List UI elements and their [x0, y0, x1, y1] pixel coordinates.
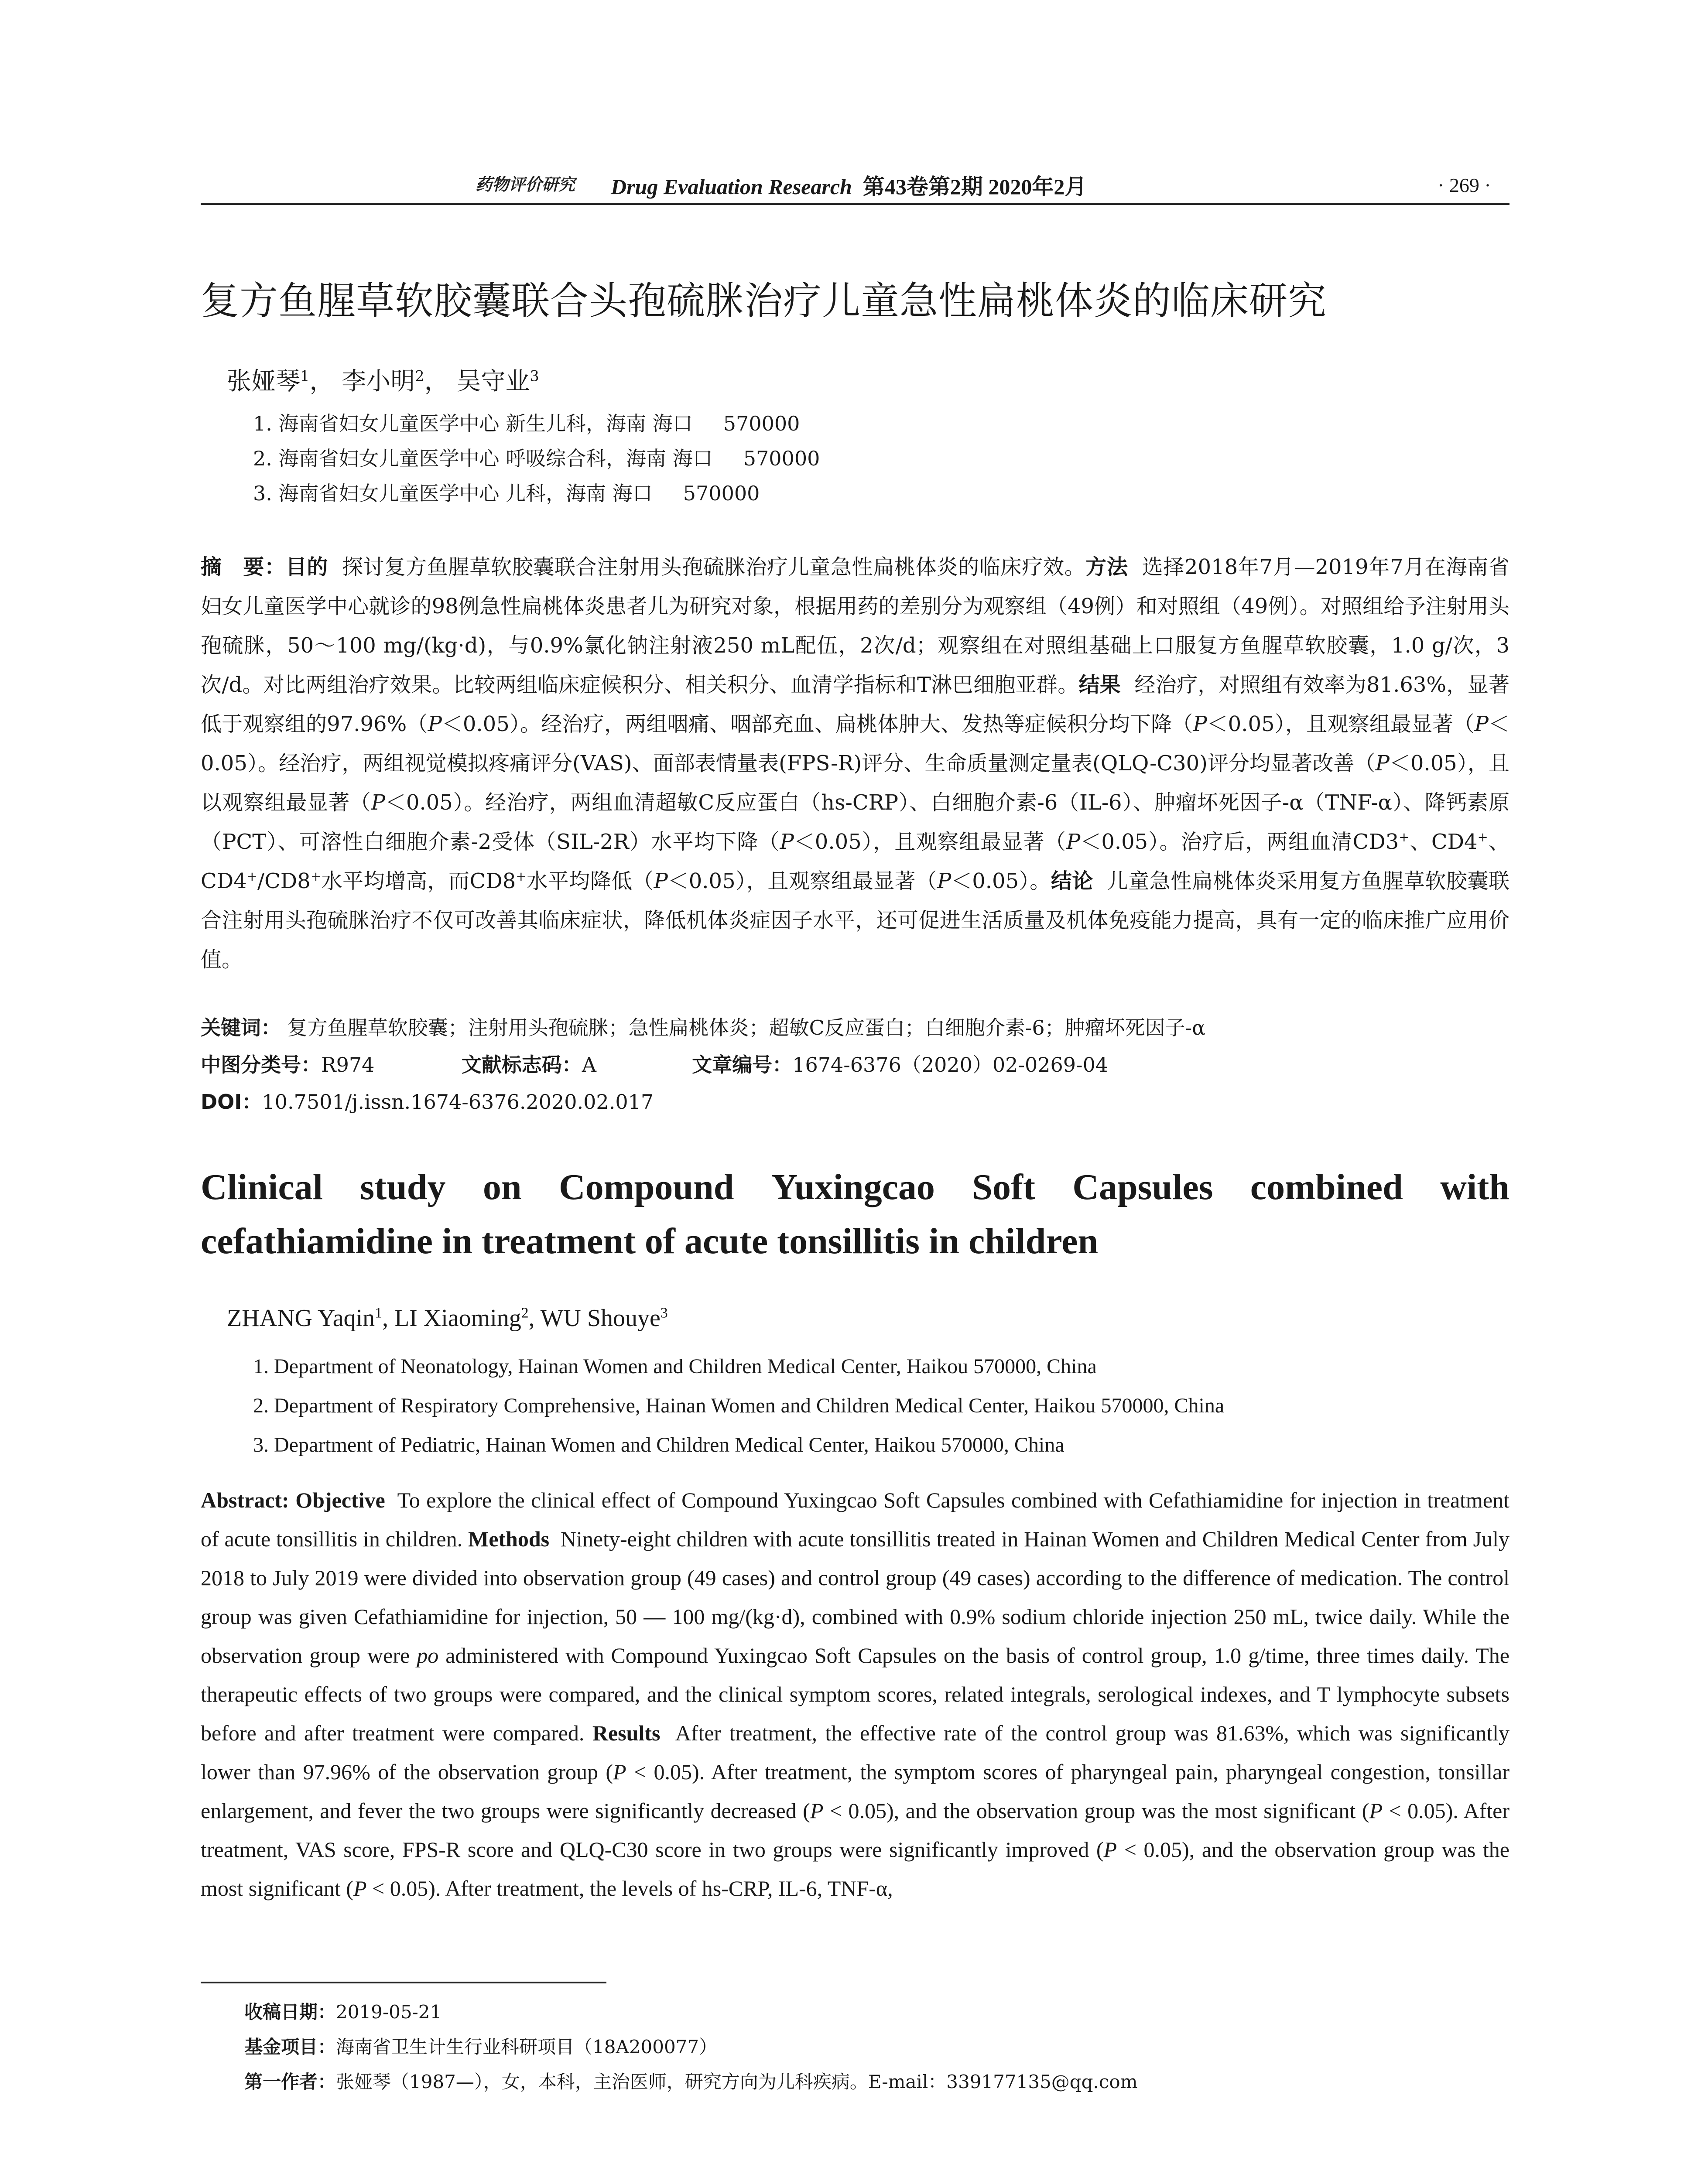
doi-value: 10.7501/j.issn.1674-6376.2020.02.017 [262, 1090, 654, 1114]
footnote-funding [244, 2033, 717, 2059]
results-text: 经治疗，两组视觉模拟疼痛评分(VAS)、面部表情量表(FPS-R)评分、生命质量测定量表(QLQ-C30)评分均显著改善（ [279, 751, 1376, 776]
keywords-text: 复方鱼腥草软胶囊；注射用头孢硫脒；急性扁桃体炎；超敏C反应蛋白；白细胞介素-6；肿瘤坏死因子-α [287, 1016, 1206, 1039]
author-separator: ， [309, 367, 334, 396]
affiliation-cn: 2. 海南省妇女儿童医学中心 呼吸综合科，海南 海口 570000 [253, 447, 820, 470]
footnote-label: 基金项目： [244, 2036, 336, 2058]
objective-label: Objective [295, 1488, 385, 1512]
abstract-cn: 摘 要：目的 探讨复方鱼腥草软胶囊联合注射用头孢硫脒治疗儿童急性扁桃体炎的临床疗效。方法 选择2018年7月—2019年7月在海南省妇女儿童医学中心就诊的98例急性扁桃体炎患者儿为研究对象，根据用药的差别分为观察组（49例）和对照组（49例）。对照组给予注射用头孢硫脒，50～100 mg/(kg·d)，与0.9%氯化钠注射液250 mL配伍，2次/d；观察组在对照组基础上口服复方鱼腥草软胶囊，1.0 g/次，3次/d。对比两组治疗效果。比较两组临床症候积分、相关积分、血清学指标和T淋巴细胞亚群。结果 经治疗，对照组有效率为81.63%，显著低于观察组的97.96%（P＜0.05）。经治疗，两组咽痛、咽部充血、扁桃体肿大、发热等症候积分均下降（P＜0.05），且观察组最显著（P＜0.05）。经治疗，两组视觉模拟疼痛评分(VAS)、面部表情量表(FPS-R)评分、生命质量测定量表(QLQ-C30)评分均显著改善（P＜0.05），且以观察组最显著（P＜0.05）。经治疗，两组血清超敏C反应蛋白（hs-CRP）、白细胞介素-6（IL-6）、肿瘤坏死因子-α（TNF-α）、降钙素原（PCT）、可溶性白细胞介素-2受体（SIL-2R）水平均下降（P＜0.05），且观察组最显著（P＜0.05）。治疗后，两组血清CD3+、CD4+、CD4+/CD8+水平均增高，而CD8+水平均降低（P＜0.05），且观察组最显著（P＜0.05）。结论 儿童急性扁桃体炎采用复方鱼腥草软胶囊联合注射用头孢硫脒治疗不仅可改善其临床症状，降低机体炎症因子水平，还可促进生活质量及机体免疫能力提高，具有一定的临床推广应用价值。 [201, 555, 1510, 972]
author-name: 李小明 [342, 367, 415, 396]
affiliation-en: 3. Department of Pediatric, Hainan Women and Children Medical Center, Haikou 570000, China [253, 1433, 1065, 1456]
footnote-text: 海南省卫生计生行业科研项目（18A200077） [336, 2036, 718, 2058]
footnote-text: 张娅琴（1987—），女，本科，主治医师，研究方向为儿科疾病。E-mail：339177135@qq.com [336, 2071, 1138, 2092]
keywords-cn [201, 1012, 1205, 1041]
author-name: 张娅琴 [227, 367, 300, 396]
objective-text: 探讨复方鱼腥草软胶囊联合注射用头孢硫脒治疗儿童急性扁桃体炎的临床疗效。 [342, 555, 1086, 579]
author-separator: , [528, 1305, 541, 1332]
doi-row [201, 1086, 654, 1115]
paper-title-en [201, 1160, 1509, 1268]
methods-label: 方法 [1085, 555, 1128, 579]
title-line-1: Clinical study on Compound Yuxingcao Soft Capsules combined with [201, 1167, 1509, 1207]
abstract-en: Abstract: Objective To explore the clinical effect of Compound Yuxingcao Soft Capsules combined with Cefathiamidine for injection in treatment of acute tonsillitis in children. Methods Ninety-eight children with acute tonsillitis treated in Hainan Women and Children Medical Center from July 2018 to July 2019 were divided into observation group (49 cases) and control group (49 cases) according to the difference of medication. The control group was given Cefathiamidine for injection, 50 — 100 mg/(kg·d), combined with 0.9% sodium chloride injection 250 mL, twice daily. While the observation group were po administered with Compound Yuxingcao Soft Capsules on the basis of control group, 1.0 g/time, three times daily. The therapeutic effects of two groups were compared, and the clinical symptom scores, related integrals, serological indexes, and T lymphocyte subsets before and after treatment were compared. Results After treatment, the effective rate of the control group was 81.63%, which was significantly lower than 97.96% of the observation group (P < 0.05). After treatment, the symptom scores of pharyngeal pain, pharyngeal congestion, tonsillar enlargement, and fever the two groups were significantly decreased (P < 0.05), and the observation group was the most significant (P < 0.05). After treatment, VAS score, FPS-R score and QLQ-C30 score in two groups were significantly improved (P < 0.05), and the observation group was the most significant (P < 0.05). After treatment, the levels of hs-CRP, IL-6, TNF-α, [201, 1488, 1510, 1901]
author-affil-mark: 1 [375, 1305, 382, 1321]
doc-code-label: 文献标志码： [461, 1053, 582, 1077]
footnote-label: 第一作者： [244, 2071, 336, 2092]
results-text: After treatment, the levels of hs-CRP, IL-6, TNF-α, [445, 1876, 893, 1901]
page-number: · 269 · [1438, 174, 1491, 196]
author-name: 吴守业 [456, 367, 530, 396]
results-text: and the observation group was the most significant ( [201, 1837, 1510, 1901]
author-name: ZHANG Yaqin [227, 1305, 375, 1332]
results-label: Results [592, 1721, 661, 1745]
clc-label: 中图分类号： [201, 1053, 321, 1077]
affiliation-en: 2. Department of Respiratory Comprehensive, Hainan Women and Children Medical Center, Haikou 570000, China [253, 1394, 1225, 1417]
keywords-label: 关键词： [201, 1016, 281, 1039]
author-separator: ， [424, 367, 449, 396]
article-no-value: 1674-6376（2020）02-0269-04 [792, 1053, 1109, 1077]
conclusion-text: 儿童急性扁桃体炎采用复方鱼腥草软胶囊联合注射用头孢硫脒治疗不仅可改善其临床症状，降低机体炎症因子水平，还可促进生活质量及机体免疫能力提高，具有一定的临床推广应用价值。 [201, 869, 1509, 972]
author-list-en [227, 1304, 668, 1332]
methods-text: 选择2018年7月—2019年7月在海南省妇女儿童医学中心就诊的98例急性扁桃体炎患者儿为研究对象，根据用药的差别分为观察组（49例）和对照组（49例）。对照组给予注射用头孢硫脒，50～100 mg/(kg·d)，与0.9%氯化钠注射液250 mL配伍，2次/d；观察组在对照组基础上口服复方鱼腥草软胶囊，1.0 g/次，3次/d。对比两组治疗效果。比较两组临床症候积分、相关积分、血清学指标和T淋巴细胞亚群。 [201, 555, 1509, 697]
results-text: After treatment, the effective rate of the control group was 81.63%, which was significantly lower than 97.96% of the observation group ( [201, 1721, 1509, 1784]
author-affil-mark: 2 [521, 1305, 529, 1321]
journal-logo-text: 药物评价研究 [476, 174, 575, 194]
footnote-text: 2019-05-21 [336, 2001, 442, 2023]
author-list-cn [227, 362, 539, 397]
footnote-first-author [244, 2068, 1138, 2094]
results-text: 治疗后，两组血清CD3 [1181, 830, 1399, 854]
running-header [611, 169, 1086, 201]
methods-text: administered with Compound Yuxingcao Soft Capsules on the basis of control group, 1.0 g/time, three times daily. The therapeutic effects of two groups were compared, and the clinical symptom scores, related integrals, serological indexes, and T lymphocyte subsets before and after treatment were compared. [201, 1643, 1510, 1745]
clc-value: R974 [321, 1053, 375, 1077]
footnote-rule [201, 1982, 606, 1983]
author-affil-mark: 3 [660, 1305, 668, 1321]
author-name: LI Xiaoming [394, 1305, 521, 1332]
methods-label: Methods [468, 1527, 550, 1551]
issue-info: 第43卷第2期 2020年2月 [863, 174, 1087, 199]
footnote-received [244, 1998, 442, 2024]
affiliation-cn: 1. 海南省妇女儿童医学中心 新生儿科，海南 海口 570000 [253, 412, 800, 435]
author-separator: , [382, 1305, 394, 1332]
results-text: After treatment, the symptom scores of pharyngeal pain, pharyngeal congestion, tonsillar enlargement, and fever the two groups were significantly decreased ( [201, 1760, 1509, 1823]
methods-po: po [417, 1643, 439, 1668]
objective-text: To explore the clinical effect of Compound Yuxingcao Soft Capsules combined with Cefathiamidine for injection in treatment of acute tonsillitis in children. [201, 1488, 1510, 1551]
author-affil-mark: 2 [415, 367, 424, 385]
methods-text: Ninety-eight children with acute tonsillitis treated in Hainan Women and Children Medical Center from July 2018 to July 2019 were divided into observation group (49 cases) and control group (49 cases) according to the difference of medication. The control group was given Cefathiamidine for injection, 50 — 100 mg/(kg·d), combined with 0.9% sodium chloride injection 250 mL, twice daily. While the observation group were [201, 1527, 1510, 1668]
paper-title-cn: 复方鱼腥草软胶囊联合头孢硫脒治疗儿童急性扁桃体炎的临床研究 [201, 278, 1327, 323]
journal-name: Drug Evaluation Research [611, 174, 852, 199]
author-affil-mark: 1 [300, 367, 310, 385]
title-line-2: cefathiamidine in treatment of acute tonsillitis in children [201, 1221, 1099, 1261]
abstract-label: Abstract: [201, 1488, 289, 1512]
objective-label: 目的 [285, 555, 329, 579]
results-text: After treatment, VAS score, FPS-R score and QLQ-C30 score in two groups were significantly improved ( [201, 1798, 1509, 1862]
results-text: 经治疗，两组血清超敏C反应蛋白（hs-CRP）、白细胞介素-6（IL-6）、肿瘤坏死因子-α（TNF-α）、降钙素原（PCT）、可溶性白细胞介素-2受体（SIL-2R）水平均下降（ [201, 790, 1509, 854]
affiliation-en: 1. Department of Neonatology, Hainan Women and Children Medical Center, Haikou 570000, China [253, 1355, 1097, 1378]
results-text: 经治疗，两组咽痛、咽部充血、扁桃体肿大、发热等症候积分均下降（ [541, 712, 1193, 736]
results-text: 经治疗，对照组有效率为81.63%，显著低于观察组的97.96%（ [201, 673, 1510, 736]
author-affil-mark: 3 [530, 367, 539, 385]
results-text: and the observation group was the most significant ( [905, 1798, 1369, 1823]
article-no-label: 文章编号： [692, 1053, 793, 1077]
affiliation-cn: 3. 海南省妇女儿童医学中心 儿科，海南 海口 570000 [253, 482, 760, 505]
conclusion-label: 结论 [1051, 869, 1093, 893]
header-rule [201, 203, 1509, 205]
journal-logo [476, 174, 580, 194]
doc-code-value: A [582, 1053, 596, 1077]
author-name: WU Shouye [540, 1305, 661, 1332]
abstract-label: 摘 要： [201, 555, 286, 579]
doi-label: DOI： [201, 1090, 262, 1114]
footnote-label: 收稿日期： [244, 2001, 336, 2023]
classification-row [201, 1049, 1108, 1078]
results-label: 结果 [1078, 673, 1121, 697]
